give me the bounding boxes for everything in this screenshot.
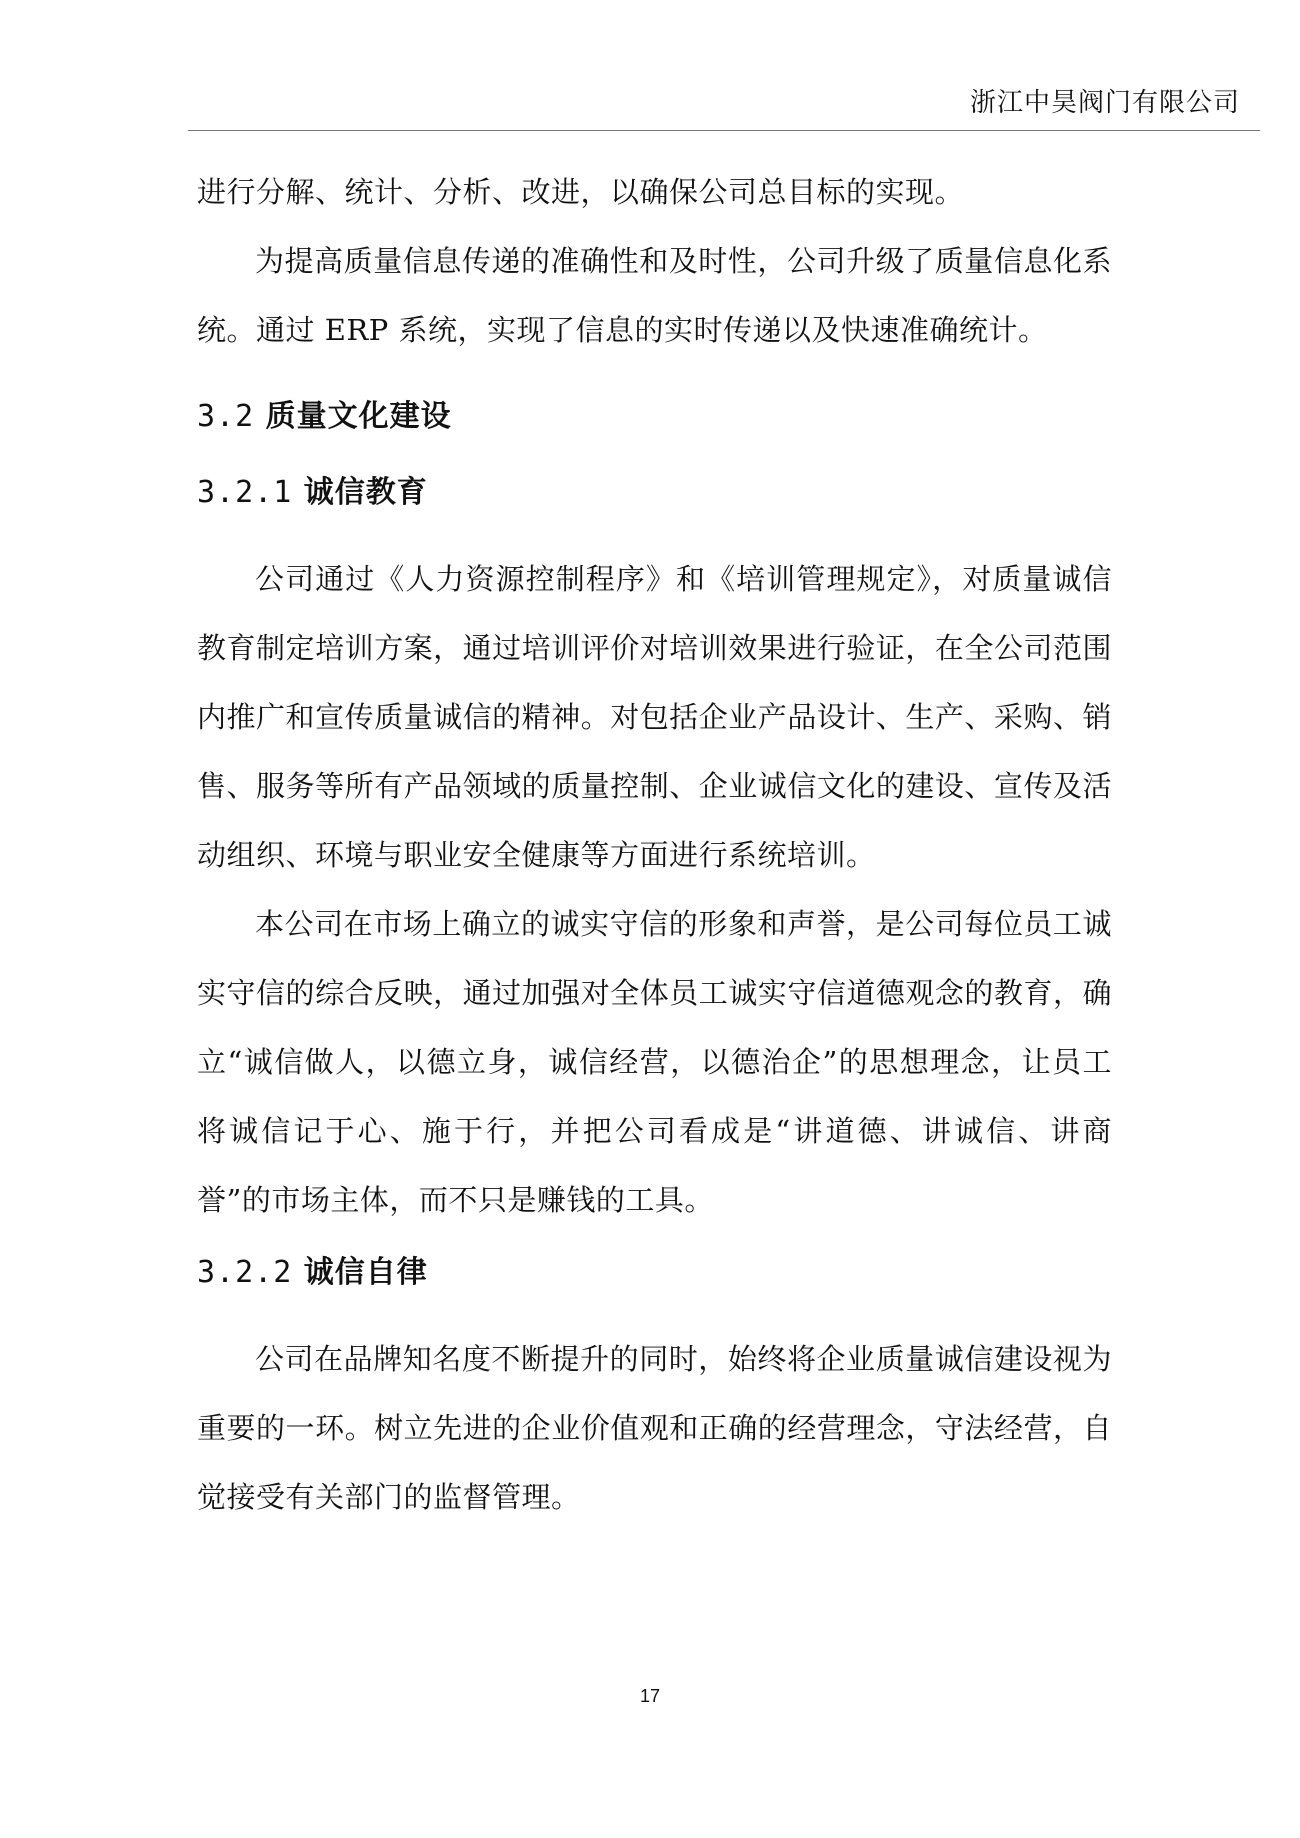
spacer — [197, 1235, 1112, 1249]
header-divider — [188, 130, 1260, 131]
paragraph-company-reputation: 本公司在市场上确立的诚实守信的形象和声誉，是公司每位员工诚实守信的综合反映，通过加强对全体员工诚实守信道德观念的教育，确立“诚信做人，以德立身，诚信经营，以德治企”的思想理念，让员工将诚信记于心、施于行，并把公司看成是“讲道德、讲诚信、讲商誉”的市场主体，而不只是赚钱的工具。 — [197, 907, 1112, 1217]
heading-3-2-number: 3.2 — [197, 399, 255, 434]
page-number: 17 — [639, 1686, 661, 1706]
heading-3-2-1-title: 诚信教育 — [303, 475, 428, 510]
paragraph-continuation: 进行分解、统计、分析、改进，以确保公司总目标的实现。 — [197, 175, 965, 209]
heading-3-2-1-number: 3.2.1 — [197, 475, 293, 510]
heading-3-2-1 — [197, 469, 1112, 517]
paragraph-quality-info-system: 为提高质量信息传递的准确性和及时性，公司升级了质量信息化系统。通过 ERP 系统，实现了信息的实时传递以及快速准确统计。 — [197, 244, 1112, 347]
heading-3-2 — [197, 393, 1112, 441]
header-company-name: 浙江中昊阀门有限公司 — [969, 88, 1240, 118]
heading-3-2-title: 质量文化建设 — [265, 399, 452, 434]
paragraph-self-discipline: 公司在品牌知名度不断提升的同时，始终将企业质量诚信建设视为重要的一环。树立先进的企业价值观和正确的经营理念，守法经营，自觉接受有关部门的监督管理。 — [197, 1342, 1112, 1514]
paragraph-integrity-education: 公司通过《人力资源控制程序》和《培训管理规定》，对质量诚信教育制定培训方案，通过培训评价对培训效果进行验证，在全公司范围内推广和宣传质量诚信的精神。对包括企业产品设计、生产、采购、销售、服务等所有产品领域的质量控制、企业诚信文化的建设、宣传及活动组织、环境与职业安全健康等方面进行系统培训。 — [197, 562, 1112, 872]
heading-3-2-2-number: 3.2.2 — [197, 1255, 293, 1290]
page-body — [197, 158, 1112, 1532]
heading-3-2-2-title: 诚信自律 — [303, 1255, 428, 1290]
heading-3-2-2 — [197, 1249, 1112, 1297]
